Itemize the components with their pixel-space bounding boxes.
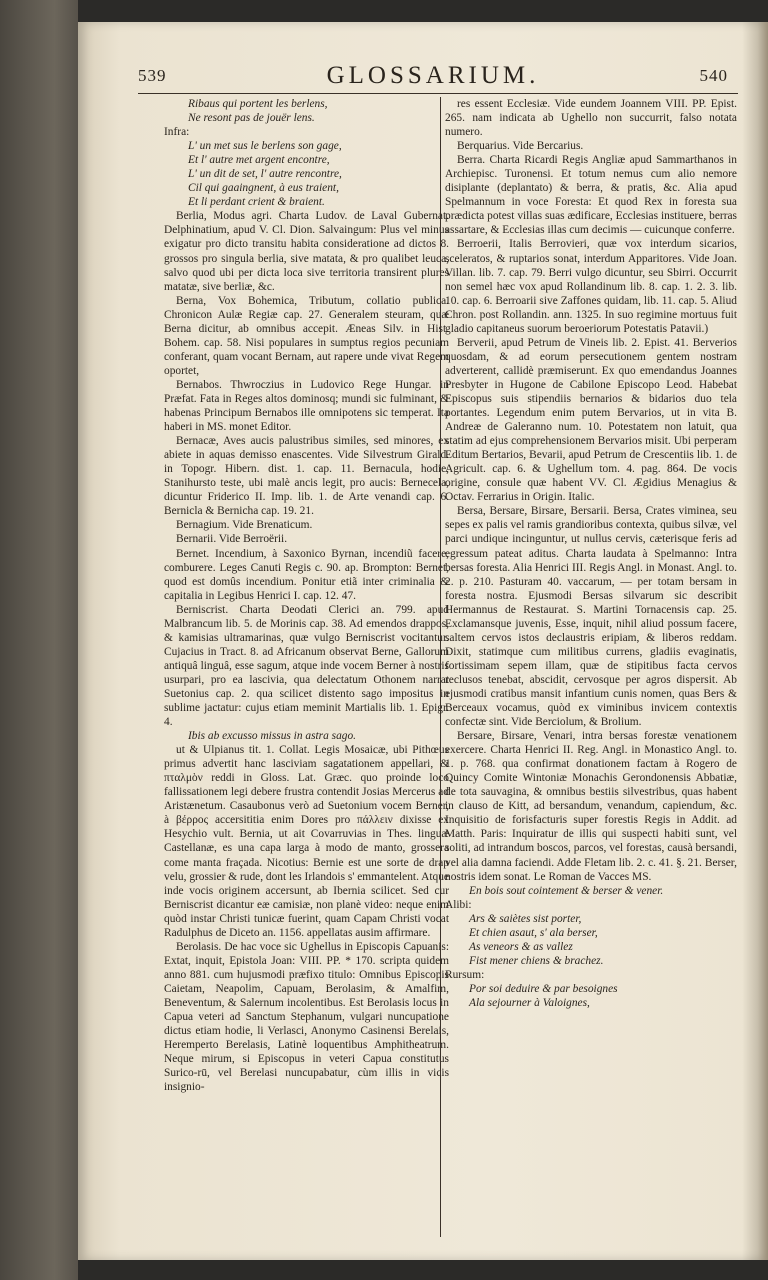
verse-line: Ala sejourner à Valoignes, [469,997,590,1009]
glossary-entry: Bersare, Birsare, Venari, intra bersas forestæ venationem exercere. Charta Henrici II. Reg. Angl. in Monastico Angl. to. 1. p. 768. qua confirmat donationem factam à Rogero de Quincy Comite Wintoniæ Monachis Gerondonensis Abbatiæ, de tota sauvagina, & omnibus bestiis silvestribus, quas habent in clauso de Kitt, ad bersandum, venandum, capiendum, &c. Inquisitio de forisfacturis super forestis Regis in Addit. ad Matth. Paris: Inquiratur de illis qui suspecti habiti sunt, vel soliti, ad intrandum boscos, parcos, vel forestas, causà bersandi, vel alia damna faciendi. Adde Fletam lib. 2. c. 41. §. 21. Berser, nostris idem sonat. Le Roman de Vacces MS. [445,730,737,883]
verse-line: Ars & saiètes sist porter, [469,912,582,925]
verse-line: L' un dit de set, l' autre rencontre, [188,168,342,181]
glossary-entry: Berolasis. De hac voce sic Ughellus in Episcopis Capuanis: Extat, inquit, Epistola Joan: VIII. PP. * 170. scripta quidem anno 881. cum hujusmodi præfixo titulo: Omnibus Episcopis Caietam, Neapolim, Capuam, Berolasim, & Amalfim, Beneventum, & Salernum incolentibus. Est Berolasis locus in Capua veteri ad Sanctum Stephanum, vulgari nuncupatione dictus etiam hodie, li Verlasci, Anonymo Casinensi Berelais, Heremperto Berelasis, Latinè loquentibus Amphitheatrum. Neque mirum, si Episcopus in veteri Capua constitutus Surico-rū, vel Berelasi nuncupabatur, cùm illis in vicis insignio- [164,940,449,1094]
verse-line: Ne resont pas de jouër lens. [188,112,315,125]
page-edge-shadow [742,22,768,1260]
glossary-entry: ut & Ulpianus tit. 1. Collat. Legis Mosaicæ, ubi Pithœus primus advertit hanc lasciviam sagatationem appellari, & πταλμὸν reddi in Gloss. Lat. Græc. quo proinde loco fallissationem legi debere frustra contendit Josias Mercerus ad Aristænetum. Casaubonus verò ad Suetonium vocem Berner, à βέρρος accersititia enim Dores pro πάλλειν dixisse ex Hesychio vult. Bernia, ut ait Covarruvias in Thes. linguæ Castellanæ, es una capa larga à modo de manto, grossera come manta fraçada. Nicotius: Bernie est une sorte de drap velu, grossier & rude, dont les Irlandois s' emmantelent. Atque inde vocis originem accersunt, ab Ibernia scilicet. Sed cur Berniscrist dicantur eæ camisiæ, non planè video: neque enim quòd instar Christi tunicæ fuerint, quam Capam Christi vocat Radulphus de Diceto an. 1156. appellatas ausim affirmare. [164,744,449,939]
glossary-entry: Berra. Charta Ricardi Regis Angliæ apud Sammarthanos in Archiepisc. Turonensi. Et totum nemus cum alio nemore disiplante (deplantato) & berra, & pratis, &c. Alia apud Spelmannum in voce Foresta: Et quod Rex in foresta sua prædicta potest villas suas ædificare, Ecclesias instituere, berras assartare, & Ecclesias illas cum decimis — cuicunque conferre. [445,154,737,237]
book-spine [0,0,78,1280]
running-header [138,62,728,92]
glossary-entry: Bersa, Bersare, Birsare, Bersarii. Bersa, Crates viminea, seu sepes ex palis vel ramis grandioribus contexta, quibus silvæ, vel parci undique incinguntur, ut nullus cervis, cæterisque feris ad egressum pateat aditus. Charta laudata à Spelmanno: Intra bersas foresta. Alia Henrici III. Regis Angl. in Monast. Angl. to. 2. p. 210. Pasturam 40. vaccarum, — per totam bersam in foresta nostra. Ejusmodi Bersas silvarum sic describit Hermannus de Restaurat. S. Martini Tornacensis cap. 25. Exclamansque juvenis, Esse, inquit, nihil aliud possum facere, saltem cervos istos declaustris eripiam, & liberos reddam. Dixit, statimque cum militibus currens, gladiis evaginatis, fortissimam sepem illam, quæ de stipitibus facta cervos reclusos tenebat, abscidit, cervosque per agros dispersit. Ab ejusmodi cratibus mansit infantium cunis nomen, quas Bers & Berceaux vocamus, quòd ex viminibus invicem contextis confectæ sint. Vide Berciolum, & Brolium. [445,505,737,729]
glossary-entry: Bernarii. Vide Berroërii. [176,533,288,546]
verse-line: Cil qui gaaingnent, à eus traient, [188,182,339,195]
glossary-entry: Berquarius. Vide Bercarius. [457,140,584,153]
verse-line: Et li perdant crient & braient. [188,196,325,209]
right-text-column [445,97,737,1010]
glossary-entry: Berlia, Modus agri. Charta Ludov. de Laval Gubernat. Delphinatium, apud V. Cl. Dion. Salvaingum: Plus vel minus exigatur pro dicto transitu habita consideratione ad dictos 8. grossos pro singula berlia, sive matata, & pro qualibet leuca, salvo quod ubi per dicta loca sive territoria transirent plures matatæ, sive berliæ, &c. [164,210,449,293]
glossary-entry: res essent Ecclesiæ. Vide eundem Joannem VIII. PP. Epist. 265. nam indicata ab Ughello non succurrit, falso notata numero. [445,98,737,139]
verse-line: L' un met sus le berlens son gage, [188,140,342,153]
verse-line: As veneors & as vallez [469,940,573,953]
glossary-entry: Berna, Vox Bohemica, Tributum, collatio publica. Chronicon Aulæ Regiæ cap. 27. Generalem steuram, quæ Berna dicitur, ab omnibus accepit. Æneas Silv. in Hist. Bohem. cap. 58. Nisi populares in sumptus regios pecuniam conferant, quam vocant Bernam, aut rapere unde vivat Regem oportet, [164,294,449,377]
page-number-right: 540 [699,66,728,85]
section-label: Alibi: [445,898,472,911]
section-label: Infra: [164,126,190,139]
glossary-entry: Bernabos. Thwroczius in Ludovico Rege Hungar. in Præfat. Fata in Reges altos dominosq; mundi sic fulminant, & habenas Principum Bernabos ille omnipotens sic temperat. Ita haberi in MS. monet Editor. [164,378,449,434]
verse-line: Et chien asaut, s' ala berser, [469,926,598,939]
column-divider [440,97,441,1237]
glossary-entry: Berniscrist. Charta Deodati Clerici an. 799. apud Malbrancum lib. 5. de Morinis cap. 38. Ad emendos drappos, & kamisias ultramarinas, quæ vulgo Berniscrist vocitantur. Cujacius in Tract. 8. ad Africanum observat Berne, Gallorum antiquâ linguâ, esse sagum, atque inde vocem Berner à nostris usurpari, pro ea lascivia, qua delectatum Othonem narrat Suetonius cap. 2. qua scilicet distento sago impositus in sublime jactatur: cujus etiam meminit Martialis lib. 1. Epigr. 4. [164,603,449,729]
glossary-entry: Bernet. Incendium, à Saxonico Byrnan, incendiũ facere, comburere. Leges Canuti Regis c. 90. ap. Brompton: Bernet, quod est domûs incendium. Ponitur etiã inter criminalia & capitalia in Legibus Henrici I. cap. 12. 47. [164,547,449,602]
verse-line: Ibis ab excusso missus in astra sago. [188,730,357,743]
section-label: Rursum: [445,968,485,981]
page-number-left: 539 [138,66,167,85]
glossary-entry: Berroerii, Italis Berrovieri, quæ vox interdum sicarios, sceleratos, & ruptarios sonat, interdum Apparitores. Vide Joan. Villan. lib. 7. cap. 79. Berri vulgo dicuntur, seu Sbirri. Occurrit non semel hæc vox apud Rollandinum lib. 8. cap. 1. 2. 3. lib. 10. cap. 6. Berroarii sive Zaffones quidam, lib. 11. cap. 5. Aliud Chron. post Rollandin. ann. 1325. In suo regimine mortuus fuit gladio capitaneus suorum beroeriorum Potestatis Patavii.) [445,238,737,335]
verse-line: En bois sout cointement & berser & vener. [469,884,664,897]
glossary-entry: Bernacæ, Aves aucis palustribus similes, sed minores, ex abiete in aquas demisso enascentes. Vide Silvestrum Girald. in Topogr. Hibern. dist. 1. cap. 11. Bernacula, hodie, Stanihursto teste, ubi malè ancis legit, pro aucis: Bernecela, dicuntur Friderico II. Imp. lib. 1. de Arte venandi cap. 6. Bernicla & Bernicha cap. 19. 21. [164,435,449,518]
glossary-entry: Bernagium. Vide Brenaticum. [176,519,313,532]
header-rule [138,93,738,94]
verse-line: Fist mener chiens & brachez. [469,954,604,967]
glossary-entry: Berverii, apud Petrum de Vineis lib. 2. Epist. 41. Berverios quosdam, & ad eorum persecutionem gentem nostram adverterent, callidè præmiserunt. Ex quo emendandus Joannes Presbyter in Hugone de Cabilone Episcopo Leod. Habebat Episcopus suis stipendiis bernarios & bidarios duo tela portantes. Legendum enim putem Bervarios, ut in vita B. Andreæ de Galeranno num. 10. Potestatem non latuit, qua statim ad ejus comprehensionem Bervarios misit. Ubi perperam Editum Bertarios, Bevarii, apud Petrum de Crescentiis lib. 1. de Agricult. cap. 6. & Ughellum tom. 4. pag. 864. De vocis origine, consule quæ habent VV. Cl. Ægidius Menagius & Octav. Ferrarius in Origin. Italic. [445,336,737,504]
left-text-column [164,97,449,1094]
page-title: GLOSSARIUM. [326,62,540,89]
verse-line: Et l' autre met argent encontre, [188,154,330,167]
verse-line: Por soi deduire & par besoignes [469,982,618,995]
verse-line: Ribaus qui portent les berlens, [188,98,328,110]
